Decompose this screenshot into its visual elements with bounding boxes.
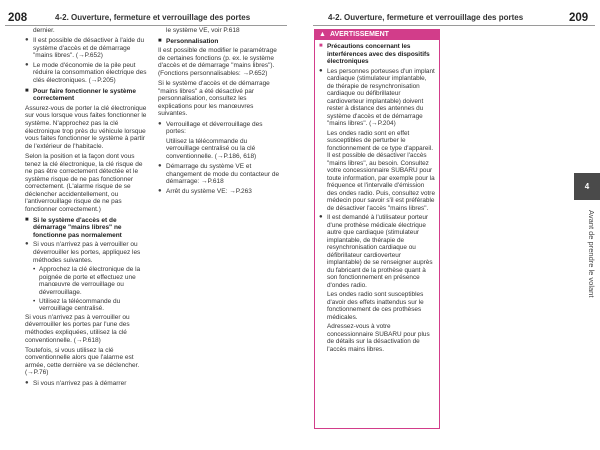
text-paragraph: Utilisez la télécommande du verrouillage centralisé ou la clé conventionnelle. (→P.186, 618) bbox=[166, 137, 257, 160]
bullet-item: ● Arrêt du système VE: →P.263 bbox=[158, 187, 252, 195]
chapter-label: Avant de prendre le volant bbox=[587, 210, 596, 298]
bullet-circle-icon: ● bbox=[25, 241, 29, 248]
bullet-item: ● Les personnes porteuses d'un implant cardiaque (stimulateur implantable, de thérapie de resynchronisation cardiaque ou défibrillateur cardioverteur implantable) doivent rester à distance des antennes du système d'accès et de démarrage "mains libres". (→P.204) bbox=[319, 67, 435, 127]
right-header-rule bbox=[313, 25, 595, 26]
bullet-circle-icon: ● bbox=[319, 214, 323, 220]
text-paragraph: Si vous n'arrivez pas à verrouiller ou déverrouiller les portes par l'une des méthodes expliquées, utilisez la clé conventionnelle. (→P.618) bbox=[25, 313, 130, 344]
warning-title: AVERTISSEMENT bbox=[329, 31, 389, 38]
warning-body bbox=[315, 40, 439, 358]
text-paragraph: Adressez-vous à votre concessionnaire SUBARU pour plus de détails sur la désactivation de l'accès mains libres. bbox=[327, 323, 430, 353]
text-paragraph: Il est possible de modifier le paramétrage de certaines fonctions (p. ex. le système d'accès et de démarrage "mains libres"). (Fonctions personnalisables: →P.652) bbox=[158, 47, 277, 77]
text-paragraph: Assurez-vous de porter la clé électronique sur vous lorsque vous faites fonctionner le système. N'approchez pas la clé électronique trop près du véhicule lorsque vous faites fonctionner le système à partir de l'extérieur de l'habitacle. bbox=[25, 104, 147, 150]
bullet-item: ● Démarrage du système VE et changement de mode du contacteur de démarrage: →P.618 bbox=[158, 163, 280, 186]
bullet-circle-icon: ● bbox=[25, 61, 29, 68]
text-paragraph: Selon la position et la façon dont vous tenez la clé électronique, la clé risque de ne pas être correctement détectée et le système risque de ne pas fonctionner correctement. (L'alarme risque de se déclencher accidentellement, ou l'antiverrouillage risque de ne pas fonctionner correctement.) bbox=[25, 152, 143, 214]
text-paragraph: Si le système d'accès et de démarrage "mains libres" a été désactivé par personnalisation, consultez les explications pour les manœuvres suivantes. bbox=[158, 80, 270, 118]
left-header-rule bbox=[5, 25, 287, 26]
right-page-number: 209 bbox=[569, 12, 589, 24]
right-page-title: 4-2. Ouverture, fermeture et verrouillage des portes bbox=[328, 13, 524, 22]
section-heading: ■ Pour faire fonctionner le système correctement bbox=[25, 87, 136, 103]
bullet-item: ● Si vous n'arrivez pas à verrouiller ou déverrouiller les portes, appliquez les méthodes suivantes. bbox=[25, 241, 141, 264]
bullet-item: ● Verrouillage et déverrouillage des portes: bbox=[158, 120, 263, 136]
bullet-item: ● Il est possible de désactiver à l'aide du système d'accès et de démarrage "mains libres". (→P.652) bbox=[25, 37, 145, 60]
text-paragraph: dernier. bbox=[33, 27, 55, 34]
left-page-title: 4-2. Ouverture, fermeture et verrouillage des portes bbox=[55, 13, 251, 22]
left-page-number: 208 bbox=[8, 12, 28, 24]
sub-bullet-item: • Approchez la clé électronique de la poignée de porte et effectuez une manœuvre de verrouillage ou déverrouillage. bbox=[33, 266, 141, 296]
left-column bbox=[25, 27, 148, 389]
bullet-circle-icon: ● bbox=[25, 379, 29, 386]
sub-bullet-item: • Utilisez la télécommande du verrouillage centralisé. bbox=[33, 297, 121, 313]
bullet-item: ● Si vous n'arrivez pas à démarrer bbox=[25, 379, 127, 387]
bullet-circle-icon: ● bbox=[319, 67, 323, 74]
chapter-tab: 4 bbox=[574, 173, 600, 200]
bullet-item: ● Il est demandé à l'utilisateur porteur d'une prothèse médicale électrique autre que cardiaque (stimulateur implantable, de thérapie de resynchronisation cardiaque ou défibrillateur cardioverteur implantable) de se renseigner auprès du fabricant de la prothèse quant à son fonctionnement en présence d'ondes radio. bbox=[319, 214, 433, 289]
square-bullet-icon: ■ bbox=[25, 216, 29, 223]
warning-box bbox=[314, 29, 440, 429]
section-heading: ■ Si le système d'accès et de démarrage "mains libres" ne fonctionne pas normalement bbox=[25, 216, 122, 239]
square-bullet-icon: ■ bbox=[158, 37, 162, 44]
square-bullet-icon: ■ bbox=[25, 87, 29, 94]
text-paragraph: Les ondes radio sont susceptibles d'avoir des effets inattendus sur le fonctionnement de ces prothèses médicales. bbox=[327, 291, 424, 321]
bullet-item: ● Le mode d'économie de la pile peut réduire la consommation électrique des clés électroniques. (→P.205) bbox=[25, 61, 147, 85]
dot-bullet-icon: • bbox=[33, 266, 36, 274]
text-paragraph: Les ondes radio sont en effet susceptibles de perturber le fonctionnement de ce type d'appareil. Il est possible de désactiver l'accès "mains libres", au besoin. Consultez votre concessionnaire SUBARU pour toute information, par exemple pour la fréquence et l'intervalle d'émission des ondes radio. Puis, consultez votre médecin pour savoir s'il est préférable de désactiver l'accès "mains libres". bbox=[327, 129, 435, 212]
square-bullet-icon: ■ bbox=[319, 43, 323, 49]
bullet-circle-icon: ● bbox=[25, 37, 29, 44]
warning-triangle-icon: ▲ bbox=[319, 31, 326, 38]
warning-header bbox=[315, 30, 439, 40]
middle-column bbox=[158, 27, 281, 197]
bullet-circle-icon: ● bbox=[158, 163, 162, 169]
section-heading: ■ Personnalisation bbox=[158, 37, 219, 45]
text-paragraph: le système VE, voir P.618 bbox=[166, 27, 240, 34]
warning-heading: ■ Précautions concernant les interférences avec des dispositifs électroniques bbox=[319, 43, 430, 65]
dot-bullet-icon: • bbox=[33, 297, 36, 305]
text-paragraph: Toutefois, si vous utilisez la clé conventionnelle alors que l'alarme est armée, cette dernière va se déclencher. (→P.76) bbox=[25, 346, 140, 377]
bullet-circle-icon: ● bbox=[158, 120, 162, 127]
bullet-circle-icon: ● bbox=[158, 187, 162, 194]
